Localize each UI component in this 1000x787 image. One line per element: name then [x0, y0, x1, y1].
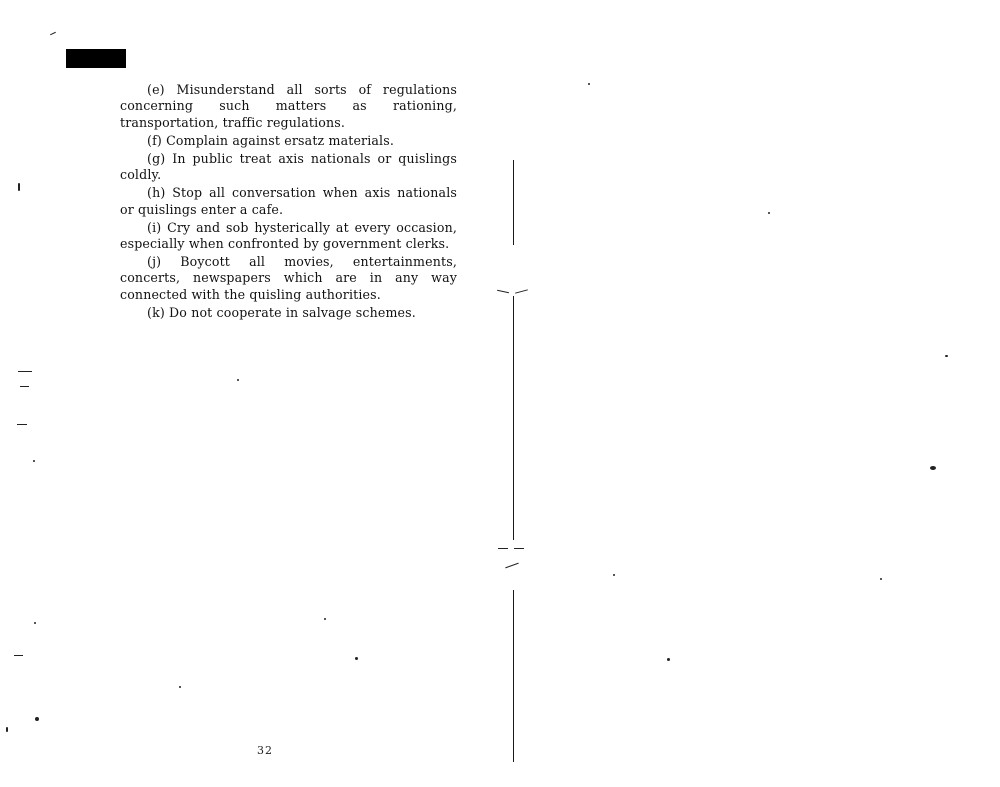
scan-mark [515, 289, 528, 294]
scan-speck [237, 379, 239, 381]
gutter-line-lower [513, 590, 514, 762]
scan-speck [35, 717, 39, 721]
scan-mark [17, 424, 27, 425]
redaction-bar [66, 49, 126, 68]
scan-speck [880, 578, 882, 580]
scan-mark [498, 548, 508, 549]
paragraph-f: (f) Complain against ersatz materials. [147, 132, 394, 148]
page-number: 32 [257, 744, 273, 757]
scan-speck [179, 686, 181, 688]
paragraph-k: (k) Do not cooperate in salvage schemes. [147, 304, 416, 320]
paragraph-g: (g) In public treat axis nationals or quislings coldly. [120, 150, 457, 183]
scan-speck [945, 355, 948, 357]
paragraph-h: (h) Stop all conversation when axis nationals or quislings enter a cafe. [120, 185, 457, 217]
scan-speck [6, 727, 8, 732]
scan-speck [33, 460, 35, 462]
gutter-line-middle [513, 296, 514, 540]
scan-speck [34, 622, 36, 624]
scan-speck [588, 83, 590, 85]
paragraph-e: (e) Misunderstand all sorts of regulations concerning such matters as rationing, transportation, traffic regulations. [120, 82, 457, 130]
scan-speck [324, 618, 326, 620]
paragraph-i: (i) Cry and sob hysterically at every occasion, especially when confronted by government clerks. [120, 219, 457, 252]
scan-speck [613, 574, 615, 576]
scan-mark [505, 563, 519, 569]
scan-speck [18, 183, 20, 191]
scan-mark [497, 290, 509, 294]
page-text-block [120, 82, 457, 323]
scan-speck [930, 466, 936, 470]
scan-mark [50, 32, 56, 36]
scan-speck [768, 212, 770, 214]
paragraph-j: (j) Boycott all movies, entertainments, concerts, newspapers which are in any way connected with the quisling authorities. [120, 254, 457, 302]
scan-speck [667, 658, 670, 661]
scan-speck [355, 657, 358, 660]
scan-mark [18, 371, 32, 372]
scan-mark [20, 386, 29, 387]
scan-mark [14, 655, 23, 656]
scan-mark [514, 548, 524, 549]
gutter-line-upper [513, 160, 514, 245]
